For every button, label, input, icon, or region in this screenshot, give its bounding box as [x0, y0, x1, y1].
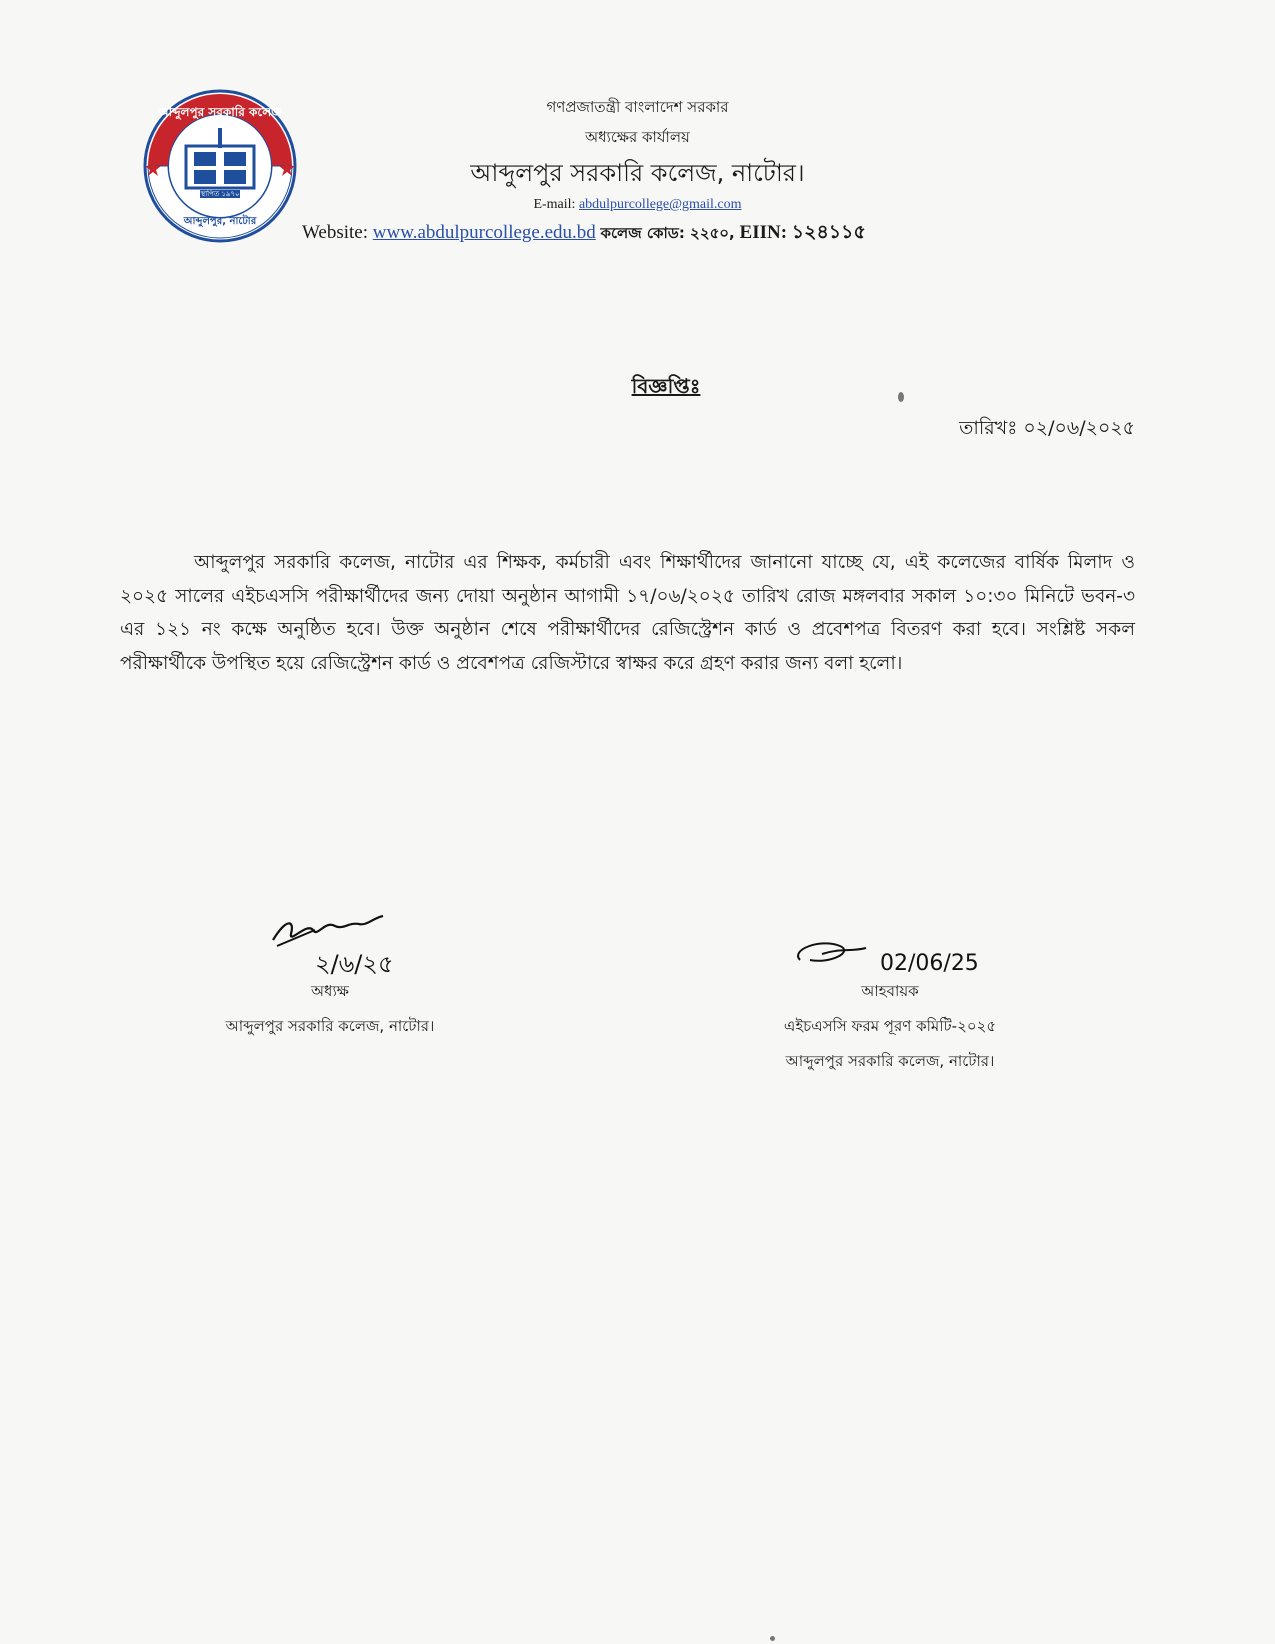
notice-title: বিজ্ঞপ্তিঃ	[631, 374, 701, 398]
convener-org: আব্দুলপুর সরকারি কলেজ, নাটোর।	[785, 1052, 995, 1070]
principal-signature-block	[190, 900, 470, 1040]
convener-signature-block	[700, 930, 1080, 1075]
committee-name: এইচএসসি ফরম পূরণ কমিটি-২০২৫	[783, 1017, 997, 1035]
eiin-number: EIIN: ১২৪১১৫	[739, 222, 866, 243]
college-name: আব্দুলপুর সরকারি কলেজ, নাটোর।	[470, 159, 805, 187]
principal-signature	[255, 900, 405, 980]
logo-year-text: স্থাপিত ১৯৭০	[200, 190, 240, 198]
logo-location-text: আব্দুলপুর, নাটোর	[183, 216, 257, 227]
email-link[interactable]: abdulpurcollege@gmail.com	[578, 197, 742, 212]
website-link[interactable]: www.abdulpurcollege.edu.bd	[372, 222, 596, 243]
email-line	[0, 197, 1275, 213]
office-heading: অধ্যক্ষের কার্যালয়	[585, 128, 690, 146]
convener-signature	[770, 930, 1010, 980]
convener-title: আহবায়ক	[861, 982, 919, 1000]
notice-date: তারিখঃ ০২/০৬/২০২৫	[959, 417, 1135, 439]
website-line	[302, 218, 866, 250]
principal-handwritten-date: ২/৬/২৫	[315, 950, 394, 978]
principal-title: অধ্যক্ষ	[311, 982, 349, 1000]
logo-ring-text: আব্দুলপুর সরকারি কলেজ	[158, 105, 282, 119]
website-label: Website:	[302, 222, 369, 243]
scan-speck	[770, 1636, 775, 1641]
convener-handwritten-date: 02/06/25	[880, 951, 979, 976]
notice-body: আব্দুলপুর সরকারি কলেজ, নাটোর এর শিক্ষক, কর্মচারী এবং শিক্ষার্থীদের জানানো যাচ্ছে যে, এই কলেজের বার্ষিক মিলাদ ও ২০২৫ সালের এইচএসসি পরীক্ষার্থীদের জন্য দোয়া অনুষ্ঠান আগামী ১৭/০৬/২০২৫ তারিখ রোজ মঙ্গলবার সকাল ১০:৩০ মিনিটে ভবন-৩ এর ১২১ নং কক্ষে অনুষ্ঠিত হবে। উক্ত অনুষ্ঠান শেষে পরীক্ষার্থীদের রেজিস্ট্রেশন কার্ড ও প্রবেশপত্র বিতরণ করা হবে। সংশ্লিষ্ট সকল পরীক্ষার্থীকে উপস্থিত হয়ে রেজিস্ট্রেশন কার্ড ও প্রবেশপত্র রেজিস্টারে স্বাক্ষর করে গ্রহণ করার জন্য বলা হলো।	[120, 552, 1135, 674]
scan-speck	[898, 392, 904, 402]
college-code: কলেজ কোড: ২২৫০,	[600, 224, 735, 242]
email-label: E-mail:	[533, 197, 576, 212]
principal-org: আব্দুলপুর সরকারি কলেজ, নাটোর।	[225, 1017, 435, 1035]
government-heading: গণপ্রজাতন্ত্রী বাংলাদেশ সরকার	[546, 98, 729, 116]
